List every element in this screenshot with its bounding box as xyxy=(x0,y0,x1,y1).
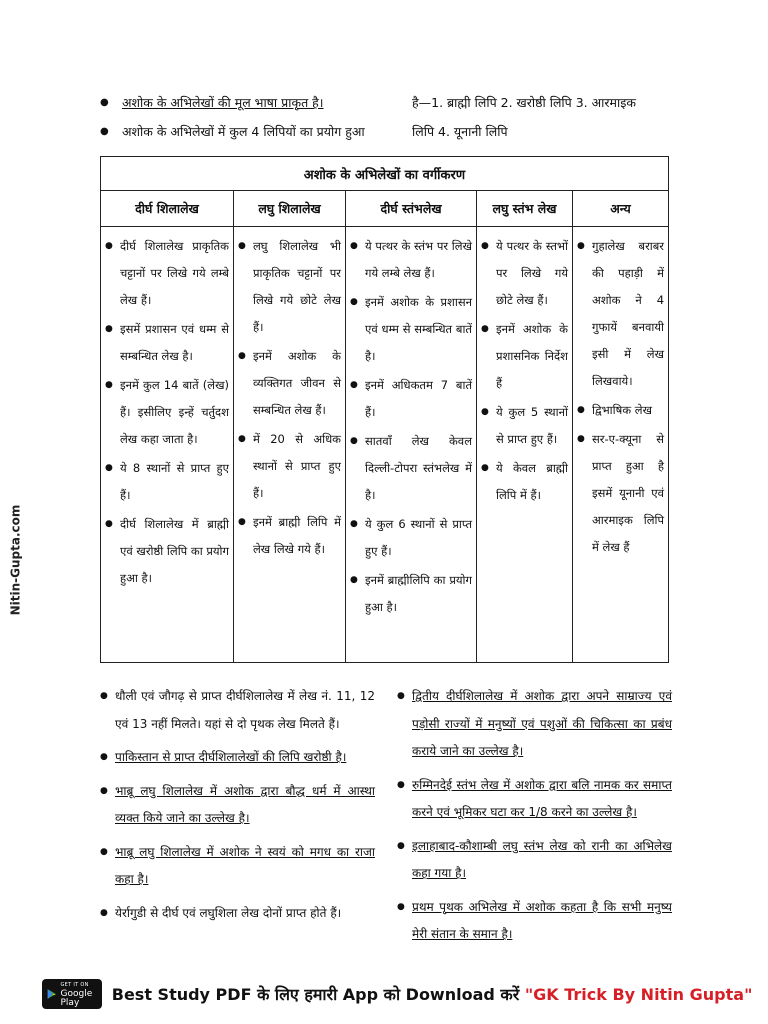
list-item-text: रुम्मिनदेई स्तंभ लेख में अशोक द्वारा बलि नामक कर समाप्त करने एवं भूमिकर घटा कर 1/8 करने का उल्लेख है। xyxy=(412,777,672,819)
top-notes xyxy=(100,88,680,146)
top-note-row xyxy=(100,117,680,146)
badge-big-text: Google Play xyxy=(60,988,93,1008)
list-item xyxy=(397,683,672,766)
header-cell: दीर्घ स्तंभलेख xyxy=(346,191,477,227)
lower-right-column xyxy=(397,683,672,955)
list-item: ● इनमें अशोक के प्रशासनिक निर्देश हैं xyxy=(481,316,568,397)
list-item: ● ये पत्थर के स्तंभ पर लिखे गये लम्बे लेख हैं। xyxy=(350,233,472,287)
list-item-text: द्वितीय दीर्घशिलालेख में अशोक द्वारा अपने साम्राज्य एवं पड़ोसी राज्यों में मनुष्यों एवं पशुओं की चिकित्सा का प्रबंध कराये जाने का उल्लेख है। xyxy=(412,689,672,758)
list-item: ● गुहालेख बराबर की पहाड़ी में अशोक ने 4 गुफायें बनवायी इसी में लेख लिखवाये। xyxy=(577,233,664,395)
header-cell: दीर्घ शिलालेख xyxy=(101,191,234,227)
column-cell xyxy=(101,227,234,663)
top-note-right: लिपि 4. यूनानी लिपि xyxy=(412,124,508,139)
list-item: ● इनमें अधिकतम 7 बातें हैं। xyxy=(350,372,472,426)
list-item: ● में 20 से अधिक स्थानों से प्राप्त हुए हैं। xyxy=(238,426,341,507)
column-cell xyxy=(346,227,477,663)
lower-notes xyxy=(100,683,672,955)
list-item xyxy=(100,778,375,833)
top-note-left: ● अशोक के अभिलेखों की मूल भाषा प्राकृत है। xyxy=(100,88,402,117)
list-item xyxy=(100,683,375,738)
classification-table xyxy=(100,156,669,663)
list-item-text: येर्रागुडी से दीर्घ एवं लघुशिला लेख दोनों प्राप्त होते हैं। xyxy=(115,905,342,920)
list-item: ● ये पत्थर के स्तभों पर लिखे गये छोटे लेख हैं। xyxy=(481,233,568,314)
list-item: ● इनमें अशोक के व्यक्तिगत जीवन से सम्बन्धित लेख हैं। xyxy=(238,343,341,424)
list-item: ● सर-ए-क्यूना से प्राप्त हुआ है इसमें यूनानी एवं आरमाइक लिपि में लेख हैं xyxy=(577,426,664,561)
list-item-text: धौली एवं जौगढ़ से प्राप्त दीर्घशिलालेख में लेख नं. 11, 12 एवं 13 नहीं मिलते। यहां से दो पृथक लेख मिलते हैं। xyxy=(115,689,375,731)
header-cell: लघु स्तंभ लेख xyxy=(477,191,573,227)
list-item-text: भाब्रू लघु शिलालेख में अशोक द्वारा बौद्ध धर्म में आस्था व्यक्त किये जाने का उल्लेख है। xyxy=(115,783,375,825)
list-item xyxy=(397,772,672,827)
play-store-icon xyxy=(47,986,57,1002)
list-item-text: पाकिस्तान से प्राप्त दीर्घशिलालेखों की लिपि खरोष्ठी है। xyxy=(115,750,347,764)
list-item: ● द्विभाषिक लेख xyxy=(577,397,664,424)
badge-small-text: GET IT ON xyxy=(60,981,89,988)
header-cell: अन्य xyxy=(573,191,669,227)
google-play-badge[interactable] xyxy=(42,979,102,1009)
list-item: ● इनमें ब्राह्मीलिपि का प्रयोग हुआ है। xyxy=(350,567,472,621)
list-item-text: प्रथम पृथक अभिलेख में अशोक कहता है कि सभी मनुष्य मेरी संतान के समान है। xyxy=(412,899,672,941)
column-cell xyxy=(477,227,573,663)
table-title: अशोक के अभिलेखों का वर्गीकरण xyxy=(101,157,669,191)
list-item-text: इलाहाबाद-कौशाम्बी लघु स्तंभ लेख को रानी का अभिलेख कहा गया है। xyxy=(412,838,672,880)
list-item: ● इनमें कुल 14 बातें (लेख) हैं। इसीलिए इन्हें चर्तुदश लेख कहा जाता है। xyxy=(105,372,229,453)
list-item: ● सातवाँ लेख केवल दिल्ली-टोपरा स्तंभलेख में है। xyxy=(350,428,472,509)
list-item: ● दीर्घ शिलालेख प्राकृतिक चट्टानों पर लिखे गये लम्बे लेख हैं। xyxy=(105,233,229,314)
column-cell xyxy=(234,227,346,663)
list-item: ● ये 8 स्थानों से प्राप्त हुए हैं। xyxy=(105,455,229,509)
side-watermark xyxy=(2,490,28,630)
list-item: ● इनमें अशोक के प्रशासन एवं धम्म से सम्बन्धित बातें है। xyxy=(350,289,472,370)
footer-app-name: "GK Trick By Nitin Gupta" xyxy=(524,985,753,1004)
watermark-text: Nitin-Gupta.com xyxy=(8,504,23,616)
list-item xyxy=(100,744,375,772)
footer-banner xyxy=(42,976,753,1012)
list-item xyxy=(100,900,375,928)
list-item-text: भाब्रू लघु शिलालेख में अशोक ने स्वयं को मगध का राजा कहा है। xyxy=(115,844,375,886)
table-body-row xyxy=(101,227,669,663)
top-note-row xyxy=(100,88,680,117)
footer-message: Best Study PDF के लिए हमारी App को Download करें xyxy=(111,985,520,1004)
table-header-row xyxy=(101,191,669,227)
list-item: ● ये केवल ब्राह्मी लिपि में हैं। xyxy=(481,455,568,509)
header-cell: लघु शिलालेख xyxy=(234,191,346,227)
list-item: ● इनमें ब्राह्मी लिपि में लेख लिखे गये हैं। xyxy=(238,509,341,563)
list-item xyxy=(397,894,672,949)
lower-left-column xyxy=(100,683,375,955)
list-item xyxy=(100,839,375,894)
list-item xyxy=(397,833,672,888)
top-note-left: ● अशोक के अभिलेखों में कुल 4 लिपियों का प्रयोग हुआ xyxy=(100,117,402,146)
column-cell xyxy=(573,227,669,663)
list-item: ● ये कुल 6 स्थानों से प्राप्त हुए हैं। xyxy=(350,511,472,565)
list-item: ● ये कुल 5 स्थानों से प्राप्त हुए हैं। xyxy=(481,399,568,453)
top-note-right: है—1. ब्राह्मी लिपि 2. खरोष्ठी लिपि 3. आरमाइक xyxy=(412,95,636,110)
list-item: ● लघु शिलालेख भी प्राकृतिक चट्टानों पर लिखे गये छोटे लेख हैं। xyxy=(238,233,341,341)
footer-text xyxy=(112,983,753,1005)
list-item: ● इसमें प्रशासन एवं धम्म से सम्बन्धित लेख है। xyxy=(105,316,229,370)
list-item: ● दीर्घ शिलालेख में ब्राह्मी एवं खरोष्ठी लिपि का प्रयोग हुआ है। xyxy=(105,511,229,592)
